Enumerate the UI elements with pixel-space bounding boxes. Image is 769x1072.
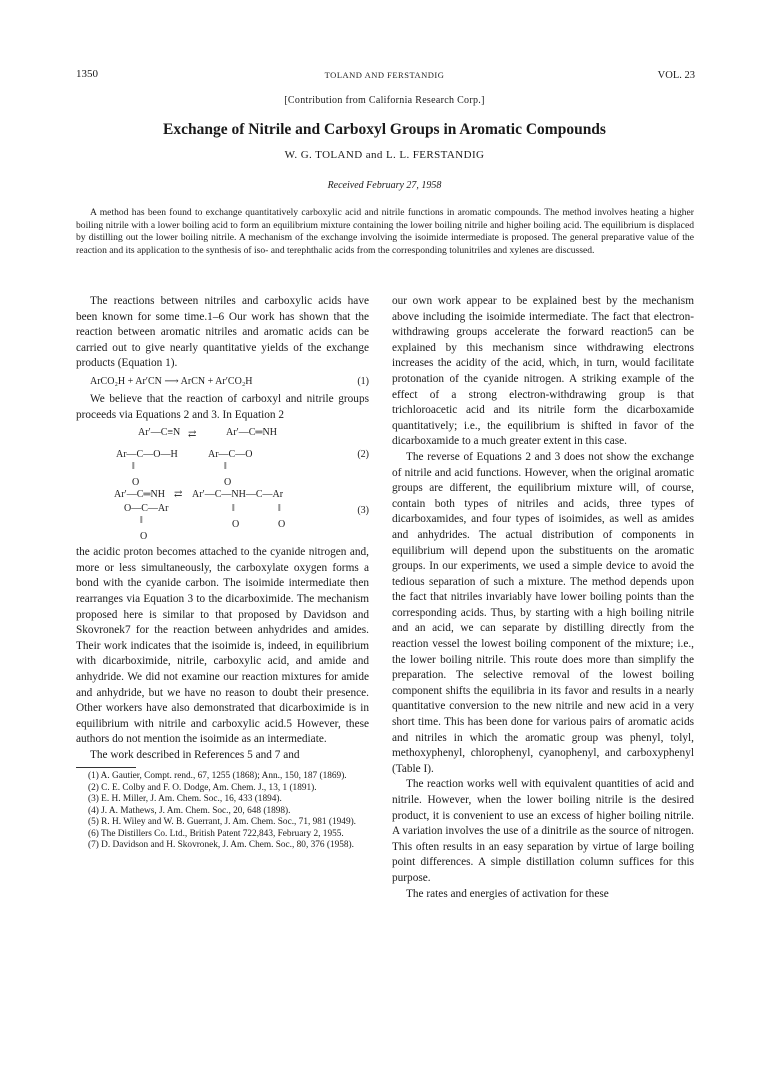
eq2-product-top: Ar′—C═NH [226, 427, 277, 439]
right-paragraph-3: The reaction works well with equivalent quantities of acid and nitrile. However, when the lower boiling nitrile is the desired product, it is convenient to use an excess of higher boiling nitrile. A variation involves the use of a dinitrile as the source of nitrogen. This often results in an easy separation by virtue of large boiling point differences. A simple distillation column suffices for this purpose. [392, 778, 694, 884]
equation-1-number: (1) [357, 375, 369, 387]
footnote-5: (5) R. H. Wiley and W. B. Guerrant, J. Am. Chem. Soc., 71, 981 (1949). [88, 817, 357, 828]
footnote-2: (2) C. E. Colby and F. O. Dodge, Am. Chem. J., 13, 1 (1891). [88, 782, 317, 793]
equation-2-structure [76, 423, 369, 488]
article-title: Exchange of Nitrile and Carboxyl Groups in Aromatic Compounds [163, 121, 606, 138]
authors: W. G. TOLAND and L. L. FERSTANDIG [284, 149, 485, 161]
eq2-product-carbonyl: ‖ O [224, 461, 232, 488]
abstract: A method has been found to exchange quantitatively carboxylic acid and nitrile functions in aromatic compounds. The method involves heating a higher boiling nitrile with a lower boiling acid to form an equilibrium mixture containing the lower boiling nitrile and higher boiling acid. The equilibrium is displaced by distilling out the lower boiling nitrile. A mechanism of the exchange involving the isoimide intermediate is proposed. The general preparative value of the reaction and its application to the synthesis of iso- and terephthalic acids from the corresponding tolunitriles and xylenes are discussed. [76, 207, 694, 256]
received-date: Received February 27, 1958 [327, 180, 442, 191]
left-paragraph-2: We believe that the reaction of carboxyl and nitrile groups proceeds via Equations 2 and 3. In Equation 2 [76, 392, 369, 421]
running-title: TOLAND AND FERSTANDIG [324, 70, 445, 80]
left-paragraph-4: The work described in References 5 and 7 and [90, 748, 300, 761]
equation-3-structure [76, 485, 369, 545]
eq3-imide: Ar′—C—NH—C—Ar [192, 489, 284, 501]
right-column [392, 294, 694, 902]
left-paragraph-1: The reactions between nitriles and carboxylic acids have been known for some time.1–6 Our work has shown that the reaction between aromatic nitriles and aromatic acids can be carried out to give nearly quantitative yields of the exchange products (Equation 1). [76, 295, 369, 370]
eq3-equilibrium-arrow: ⇄ [174, 489, 183, 501]
left-paragraph-3: the acidic proton becomes attached to the cyanide nitrogen and, more or less simultaneously, the carboxylate oxygen forms a bond with the cyanide carbon. The isoimide intermediate then rearranges via Equation 3 to the dicarboximide. The mechanism proposed here is similar to that proposed by Davidson and Skovronek7 for the reaction between anhydrides and amides. Their work indicates that the isoimide is, indeed, in equilibrium with dicarboximide, nitrile, carboxylic acid, and amide and anhydride. We did not examine our reaction mixtures for amide and anhydride, but we have no reason to doubt their presence. Other workers have also demonstrated that dicarboximide is in equilibrium with nitrile and carboxylic acid.5 However, these authors do not mention the isoimide as an intermediate. [76, 546, 369, 746]
contribution-line: [Contribution from California Research Corp.] [284, 95, 485, 106]
left-column [76, 294, 369, 851]
eq3-isoimide-branch: O—C—Ar [124, 503, 169, 515]
eq3-isoimide: Ar′—C═NH [114, 489, 165, 501]
eq2-reactant-carbonyl: ‖ O [132, 461, 140, 488]
equation-3-number: (3) [357, 505, 369, 517]
right-paragraph-2: The reverse of Equations 2 and 3 does not show the exchange of nitrile and acid functions. However, when the original aromatic groups are different, the equilibrium mixture will, of course, contain both types of nitriles and acids, three types of dicarboxamides, and four types of isoimides, as well as amides and anhydrides. The actual distribution of components in equilibrium will depend upon the substituents on the aromatic groups. In our experiments, we used a simple device to avoid the tedious separation of such a mixture. The method depends upon the fact that nitriles invariably have lower boiling points than the corresponding acids. Thus, by starting with a high boiling nitrile and an acid, we can separate by distilling directly from the reaction vessel the lowest boiling component of the mixture; i.e., the lower boiling nitrile. This route does more than simplify the preparation. The selective removal of the lowest boiling component shifts the equilibria in its favor and results in a nearly quantitative conversion to the new nitrile and new acid in a very short time. This has been done for various pairs of aromatic acids and nitriles in which the aromatic group was phenyl, tolyl, methoxyphenyl, chlorophenyl, cyanophenyl, and carboxyphenyl (Table I). [392, 450, 694, 775]
right-paragraph-4: The rates and energies of activation for these [406, 887, 609, 900]
eq3-imide-carbonyl-2: ‖ O [278, 503, 286, 530]
eq2-reactant-top: Ar′—C≡N [138, 427, 181, 439]
footnote-7: (7) D. Davidson and H. Skovronek, J. Am. Chem. Soc., 80, 376 (1958). [88, 839, 354, 850]
eq3-isoimide-carbonyl: ‖ O [140, 515, 148, 542]
footnote-1: (1) A. Gautier, Compt. rend., 67, 1255 (1868); Ann., 150, 187 (1869). [88, 771, 347, 782]
footnote-rule [76, 767, 136, 768]
equation-1 [90, 376, 369, 388]
eq2-product-bottom: Ar—C—O [208, 449, 253, 461]
footnote-6: (6) The Distillers Co. Ltd., British Patent 722,843, February 2, 1955. [88, 828, 344, 839]
right-paragraph-1: our own work appear to be explained best by the mechanism above including the isoimide intermediate. The fact that electron-withdrawing groups accelerate the forward reaction5 can be explained by this mechanism since withdrawing electrons increases the acidity of the acid, which, in turn, would facilitate protonation of the cyanide nitrogen. A striking example of the effect of a strong electron-withdrawing group is that trichloroacetic acid and its nitrile form the dicarboxamide quantitatively; i.e., the equilibrium is shifted in favor of the dicarboxamide to a much greater extent in this case. [392, 295, 694, 448]
eq2-equilibrium-arrow: ⇄ [188, 429, 197, 441]
footnotes [76, 771, 369, 851]
footnote-4: (4) J. A. Mathews, J. Am. Chem. Soc., 20, 648 (1898). [88, 805, 291, 816]
eq2-reactant-bottom: Ar—C—O—H [116, 449, 178, 461]
page-number: 1350 [76, 68, 98, 80]
eq3-imide-carbonyl-1: ‖ O [232, 503, 240, 530]
footnote-3: (3) E. H. Miller, J. Am. Chem. Soc., 16, 433 (1894). [88, 794, 282, 805]
equation-2-number: (2) [357, 449, 369, 461]
equation-1-text: ArCO₂H + Ar′CN ⟶ ArCN + Ar′CO₂H [90, 375, 253, 387]
volume-label: VOL. 23 [657, 70, 695, 81]
